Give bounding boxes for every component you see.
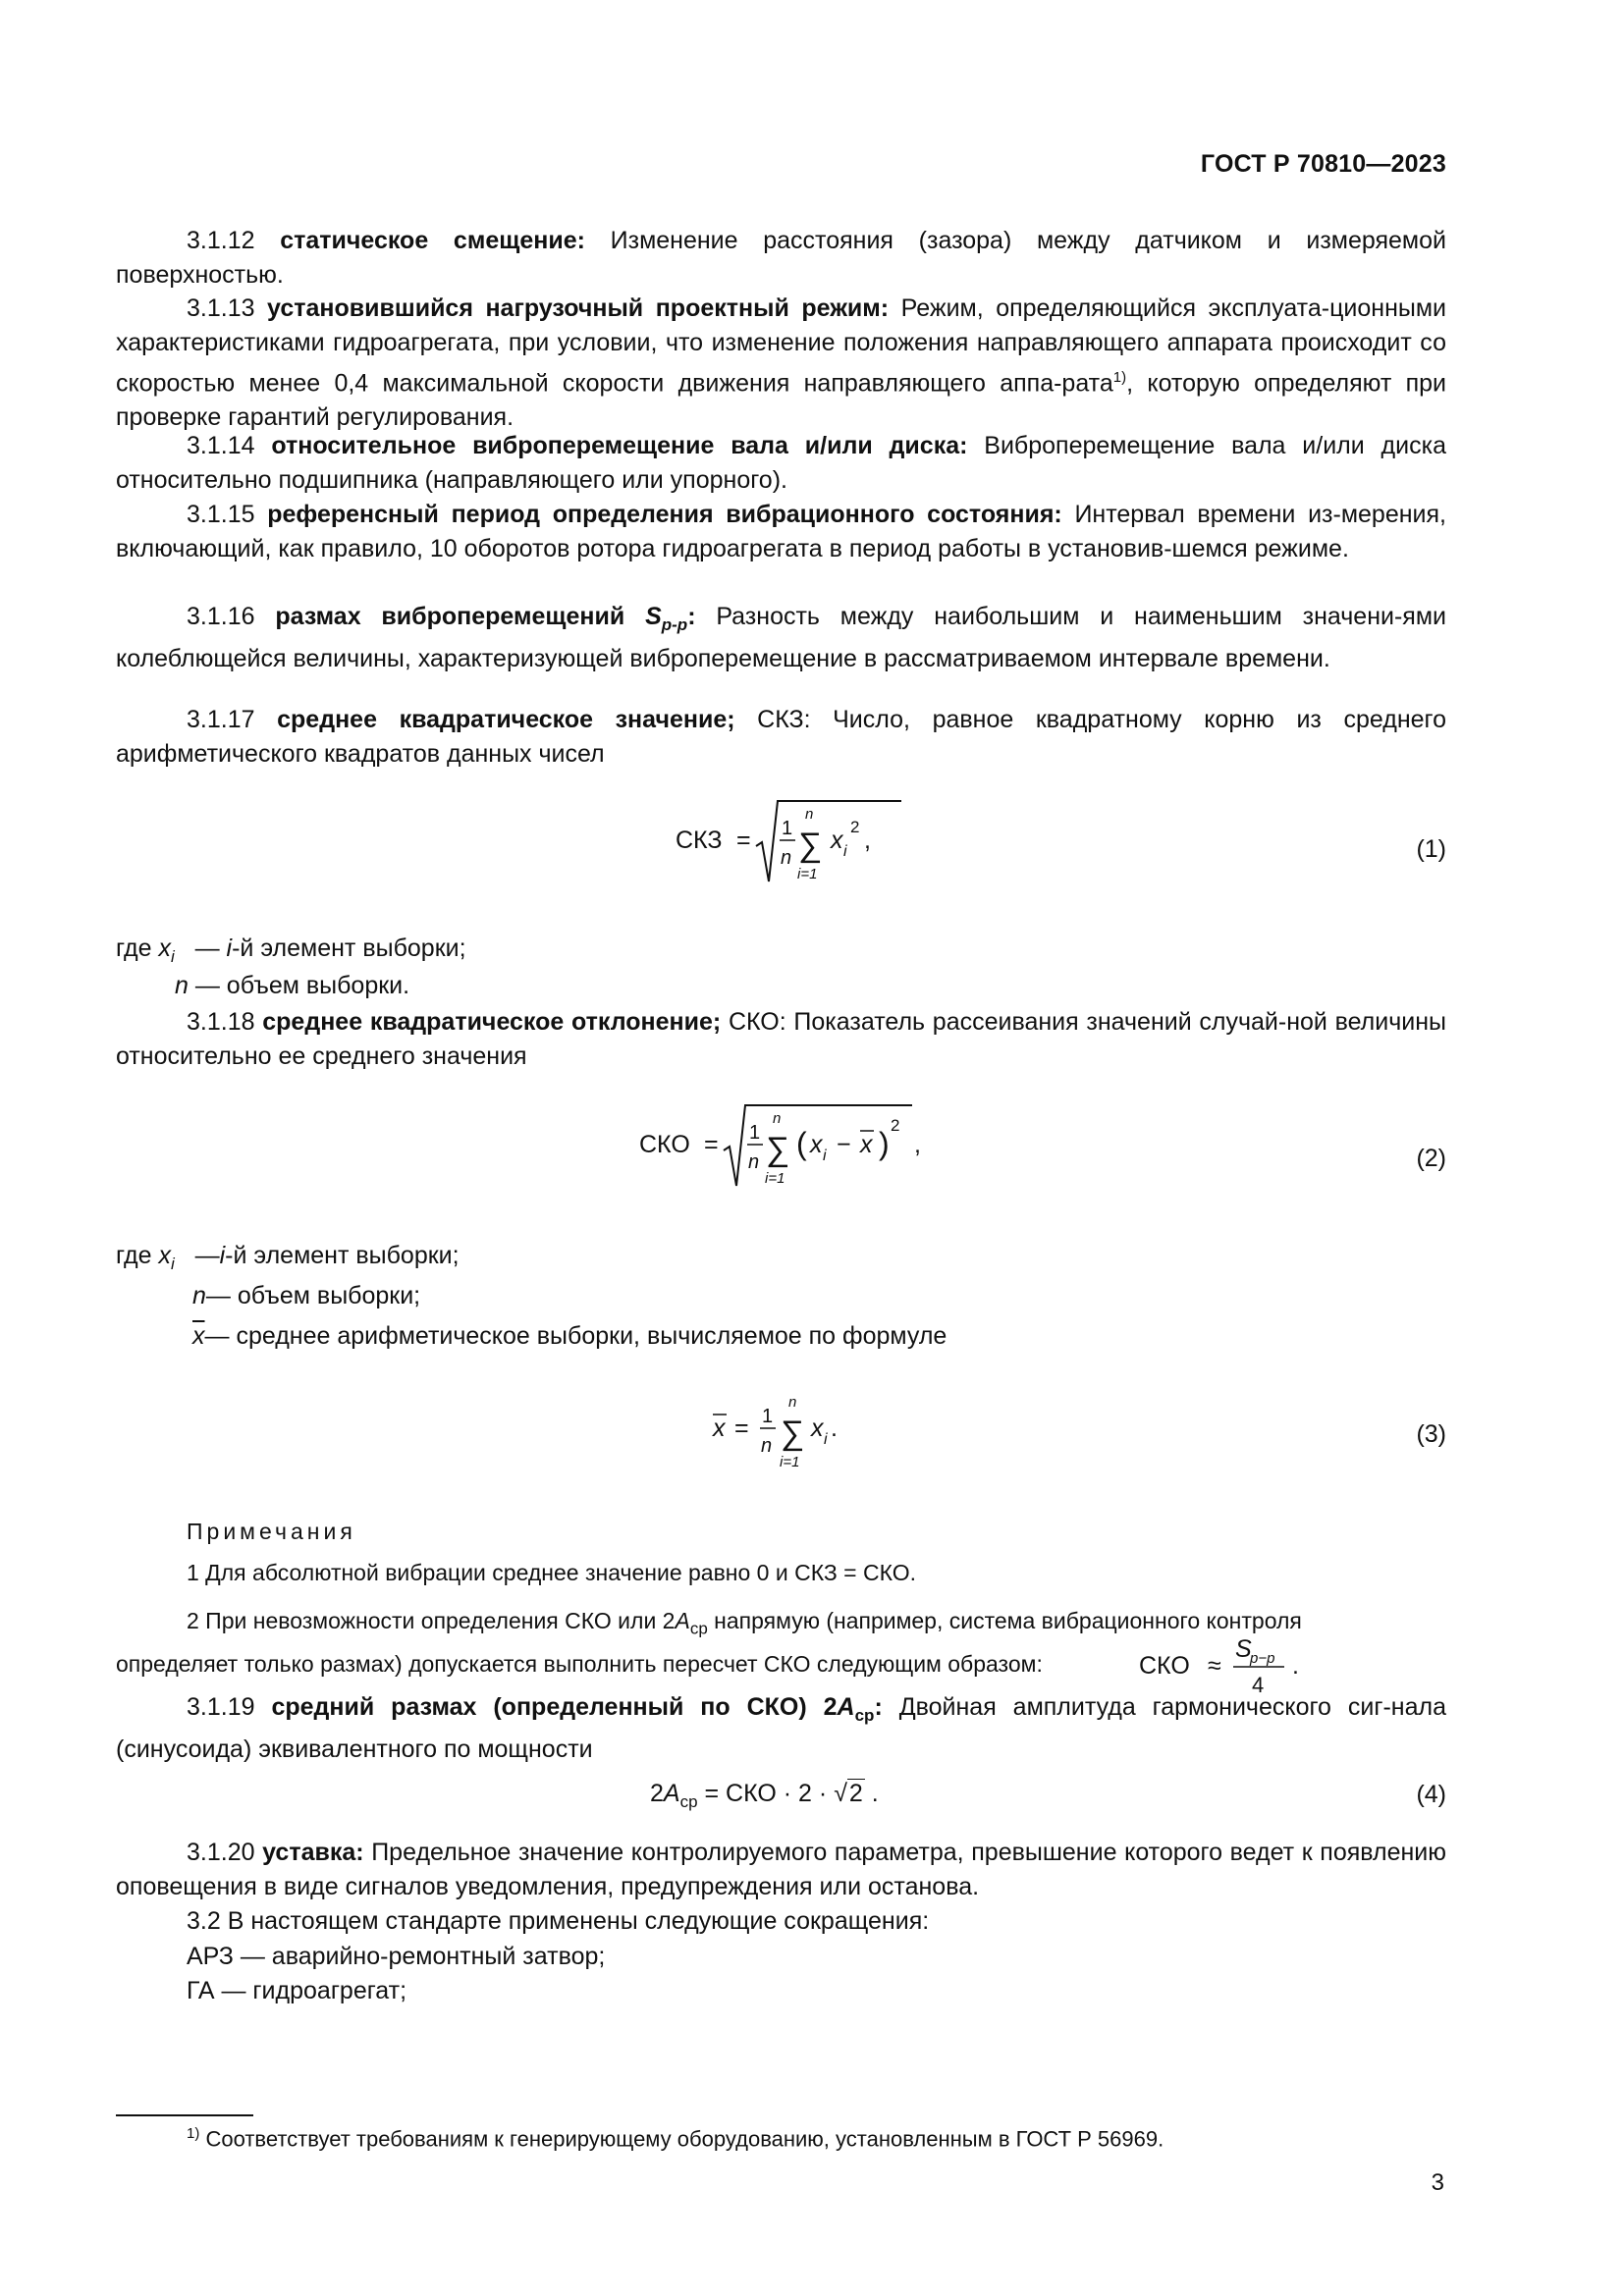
definition-text-end: , которую определяют при проверке гарантий регулирования. <box>116 369 1446 432</box>
note-2-text-c: определяет только размах) допускается выполнить пересчет СКО следующим образом: <box>116 1651 1043 1677</box>
var-n: n <box>192 1282 206 1309</box>
definition-3-1-17 <box>116 703 1446 772</box>
symbol-subscript: p-p <box>661 615 688 634</box>
sigma-symbol: ∑ <box>798 827 823 864</box>
definition-3-1-18 <box>116 1005 1446 1074</box>
symbol-subscript: ср <box>854 1706 875 1725</box>
coef-2: 2 <box>650 1780 664 1807</box>
sqrt-sign: √ <box>834 1780 847 1807</box>
note-2-text-b: напрямую (например, система вибрационного контроля <box>707 1608 1302 1633</box>
clause-number: 3.1.16 <box>187 603 255 630</box>
fraction-numerator-s: S <box>1235 1635 1252 1663</box>
sum-upper-limit: n <box>773 1110 782 1127</box>
sqrt-argument: 2 <box>848 1780 863 1807</box>
fraction-denominator: 4 <box>1252 1673 1265 1697</box>
clause-number: 3.1.14 <box>187 432 255 459</box>
note-1: 1 Для абсолютной вибрации среднее значение равно 0 и СКЗ = СКО. <box>187 1560 916 1585</box>
comma: , <box>864 827 871 854</box>
clause-number: 3.1.13 <box>187 294 255 322</box>
symbol-s: S <box>645 603 662 630</box>
subscript-i: i <box>823 1148 827 1164</box>
note-2-subscript: ср <box>689 1619 708 1638</box>
x-description: -й элемент выборки; <box>225 1242 460 1269</box>
fraction-numerator: 1 <box>749 1122 761 1144</box>
fraction-numerator: 1 <box>782 818 793 839</box>
definition-3-1-15 <box>116 498 1446 566</box>
fraction-denominator: n <box>761 1435 773 1457</box>
subscript: ср <box>679 1792 698 1811</box>
period: . <box>831 1415 838 1442</box>
sub-i: i <box>170 1255 175 1273</box>
definition-3-1-20 <box>116 1836 1446 1904</box>
equals-sign: = <box>704 1131 719 1158</box>
x-description: -й элемент выборки; <box>232 934 466 962</box>
note-2-line-1 <box>187 1604 1302 1646</box>
power-2: 2 <box>850 818 860 836</box>
fraction-numerator: 1 <box>762 1406 774 1427</box>
symbol-a: A <box>837 1693 855 1721</box>
variable-x: x <box>811 1415 824 1442</box>
subscript-i: i <box>843 843 847 860</box>
fraction-denominator: n <box>748 1151 760 1173</box>
abbreviation-ga: ГА — гидроагрегат; <box>187 1977 407 2004</box>
sum-lower-limit: i=1 <box>780 1454 800 1470</box>
where-word: где <box>116 1242 152 1269</box>
sum-upper-limit: n <box>788 1394 797 1411</box>
var-i: i <box>219 1242 226 1269</box>
term-colon: : <box>874 1693 883 1721</box>
right-paren: ) <box>879 1126 890 1161</box>
equation-number-1: (1) <box>1416 835 1446 863</box>
footnote-mark: 1) <box>187 2125 200 2142</box>
clause-number: 3.1.20 <box>187 1839 255 1866</box>
sigma-symbol: ∑ <box>766 1131 790 1168</box>
definition-text: Режим, определяющийся эксплуата-ционными характеристиками гидроагрегата, при условии, что изменение положения направляющего аппарата происходит со скоростью менее 0,4 максимальной скорости движения направляющего аппа-рата <box>116 294 1447 398</box>
clause-number: 3.1.19 <box>187 1693 255 1721</box>
where-x-line-2 <box>116 1239 460 1281</box>
formula-1 <box>676 785 901 900</box>
clause-number: 3.1.15 <box>187 501 255 528</box>
dash: — <box>194 934 220 962</box>
sum-lower-limit: i=1 <box>797 866 818 882</box>
notes-title: Примечания <box>187 1519 356 1544</box>
clause-number: 3.1.17 <box>187 706 255 733</box>
definition-text: Интервал времени из-мерения, включающий, как правило, 10 оборотов ротора гидроагрегата в период работы в установив-шемся режиме. <box>116 501 1446 562</box>
section-3-2: 3.2 В настоящем стандарте применены следующие сокращения: <box>187 1907 930 1935</box>
fraction-denominator: n <box>781 847 792 869</box>
equation-number-2: (2) <box>1416 1145 1446 1172</box>
sum-lower-limit: i=1 <box>765 1170 785 1187</box>
n-description: — объем выборки; <box>205 1282 421 1309</box>
definition-3-1-19 <box>116 1690 1446 1767</box>
where-x-line-1 <box>116 932 466 974</box>
var-x: x <box>158 934 171 962</box>
term: размах виброперемещений <box>275 603 646 630</box>
definition-text: Двойная амплитуда гармонического сиг-нала (синусоида) эквивалентного по мощности <box>116 1693 1446 1763</box>
sum-upper-limit: n <box>805 806 814 823</box>
equals-sign: = <box>734 1415 749 1442</box>
n-description: — объем выборки. <box>194 972 410 999</box>
definition-text: Изменение расстояния (зазора) между датчиком и измеряемой поверхностью. <box>116 227 1446 289</box>
var-i: i <box>226 934 233 962</box>
term: референсный период определения вибрационного состояния: <box>267 501 1062 528</box>
where-xbar-line <box>192 1319 947 1354</box>
formula-lhs: СКО <box>1139 1652 1190 1680</box>
period: . <box>1292 1652 1299 1680</box>
comma: , <box>914 1131 921 1158</box>
var-x: x <box>158 1242 171 1269</box>
left-paren: ( <box>796 1126 807 1161</box>
definition-text: СКЗ: Число, равное квадратному корню из среднего арифметического квадратов данных чисел <box>116 706 1447 768</box>
symbol-a: A <box>663 1780 680 1807</box>
definition-text: Разность между наибольшим и наименьшим значени-ями колеблющейся величины, характеризующей виброперемещение в рассматриваемом интервале времени. <box>116 603 1446 672</box>
definition-text: Виброперемещение вала и/или диска относительно подшипника (направляющего или упорного). <box>116 432 1446 494</box>
where-n-line-2 <box>192 1279 420 1313</box>
definition-3-1-16 <box>116 600 1446 676</box>
footnote <box>187 2125 1164 2152</box>
clause-number: 3.1.12 <box>187 227 255 254</box>
formula-lhs: СКО <box>639 1131 690 1158</box>
sigma-symbol: ∑ <box>781 1415 805 1452</box>
definition-3-1-13 <box>116 292 1446 435</box>
equation-number-3: (3) <box>1416 1420 1446 1448</box>
formula-rest: = СКО · 2 · <box>697 1780 835 1807</box>
sub-i: i <box>170 947 175 966</box>
formula-4 <box>650 1777 879 1819</box>
clause-number: 3.1.18 <box>187 1008 255 1036</box>
sqrt-sign <box>756 801 901 881</box>
minus-sign: − <box>837 1131 851 1158</box>
term: среднее квадратическое отклонение; <box>262 1008 722 1036</box>
term: средний размах (определенный по СКО) 2 <box>271 1693 838 1721</box>
definition-text: СКО: Показатель рассеивания значений случай-ной величины относительно ее среднего значения <box>116 1008 1447 1070</box>
definition-3-1-14 <box>116 429 1446 498</box>
fraction-numerator-subscript: p−p <box>1250 1650 1275 1667</box>
where-word: где <box>116 934 152 962</box>
mean-x: x <box>713 1415 726 1442</box>
footnote-ref: 1) <box>1112 369 1127 386</box>
formula-2 <box>639 1090 934 1204</box>
definition-text: Предельное значение контролируемого параметра, превышение которого ведет к появлению оповещения в виде сигналов уведомления, предупреждения или останова. <box>116 1839 1446 1900</box>
note-2-text-a: 2 При невозможности определения СКО или 2 <box>187 1608 676 1633</box>
footnote-rule <box>116 2114 253 2116</box>
term: уставка: <box>262 1839 364 1866</box>
subscript-i: i <box>824 1431 828 1448</box>
footnote-text: Соответствует требованиям к генерирующему оборудованию, установленным в ГОСТ Р 56969. <box>199 2126 1164 2152</box>
mean-x: x <box>860 1131 873 1158</box>
page-number: 3 <box>1431 2169 1444 2196</box>
formula-3 <box>713 1379 870 1484</box>
var-n: n <box>175 972 189 999</box>
term: относительное виброперемещение вала и/или диска: <box>271 432 968 459</box>
approx-sign: ≈ <box>1208 1652 1221 1680</box>
definition-3-1-12 <box>116 224 1446 293</box>
power-2: 2 <box>891 1116 900 1135</box>
xbar-description: — среднее арифметическое выборки, вычисляемое по формуле <box>204 1322 947 1350</box>
period: . <box>864 1780 879 1807</box>
document-header: ГОСТ Р 70810—2023 <box>1200 150 1446 178</box>
equation-number-4: (4) <box>1416 1781 1446 1808</box>
note-2-symbol-a: A <box>675 1608 690 1633</box>
term: установившийся нагрузочный проектный режим: <box>267 294 890 322</box>
equals-sign: = <box>736 827 751 854</box>
formula-lhs: СКЗ <box>676 827 723 854</box>
where-n-line-1 <box>175 969 409 1003</box>
term-colon: : <box>687 603 696 630</box>
term: статическое смещение: <box>280 227 585 254</box>
term: среднее квадратическое значение; <box>277 706 735 733</box>
variable-x: x <box>810 1131 823 1158</box>
abbreviation-arz: АРЗ — аварийно-ремонтный затвор; <box>187 1943 606 1970</box>
variable-x: x <box>831 827 843 854</box>
note-2-line-2 <box>116 1647 1043 1682</box>
dash: — <box>194 1242 220 1269</box>
var-xbar: $\overline{x}$ <box>192 1322 205 1350</box>
